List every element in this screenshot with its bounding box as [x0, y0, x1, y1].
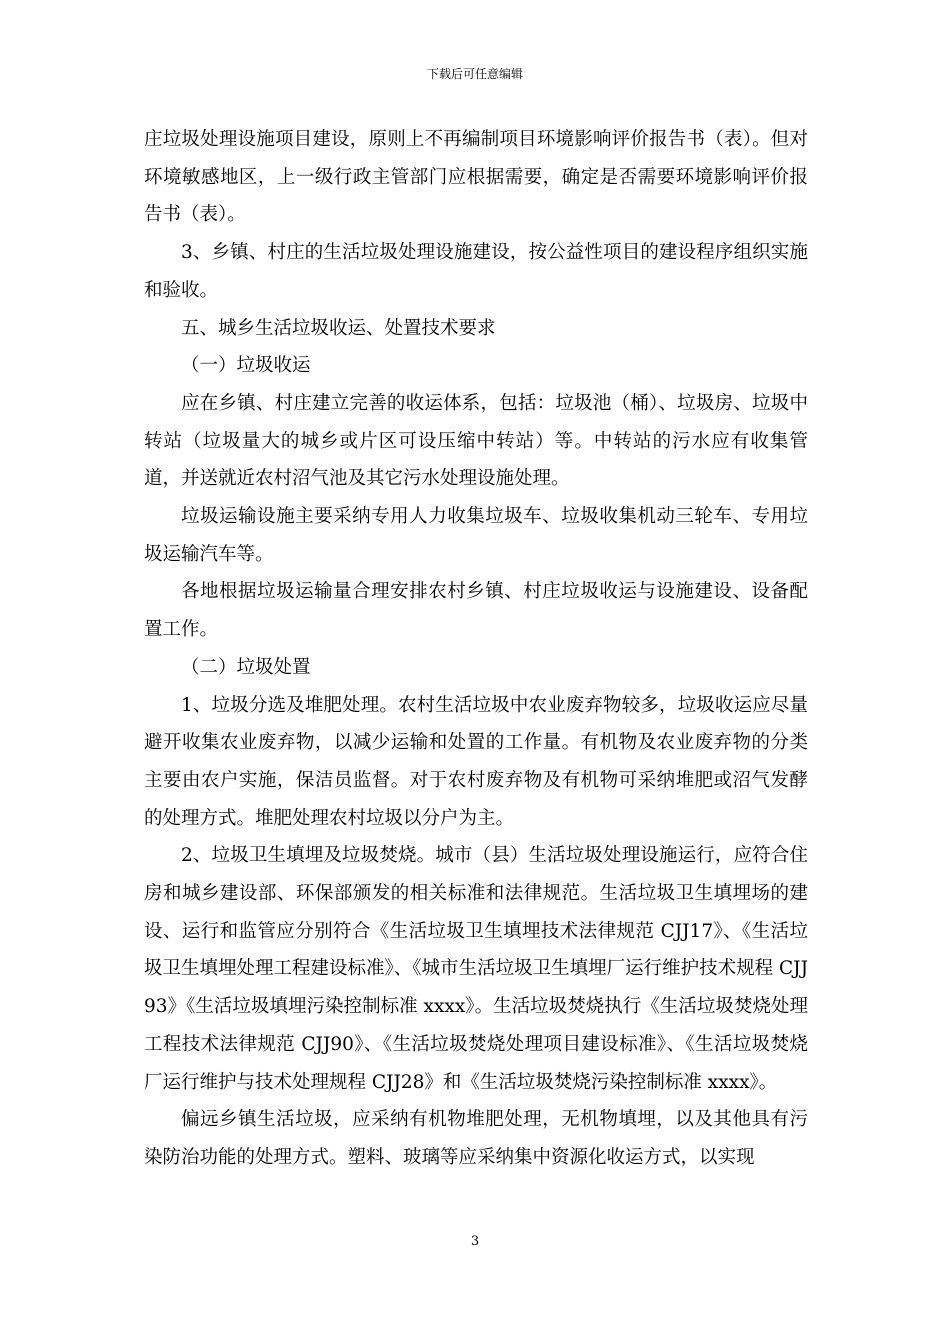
paragraph-landfill-incineration: 2、垃圾卫生填埋及垃圾焚烧。城市（县）生活垃圾处理设施运行，应符合住房和城乡建设部、环保部颁发的相关标准和法律规范。生活垃圾卫生填埋场的建设、运行和监管应分别符合《生活垃圾卫生填埋技术法律规范 CJJ17》、《生活垃圾卫生填埋处理工程建设标准》、《城市生活垃圾卫生填埋厂运行维护技术规程 CJJ93》《生活垃圾填埋污染控制标准 xxxx》。生活垃圾焚烧执行《生活垃圾焚烧处理工程技术法律规范 CJJ90》、《生活垃圾焚烧处理项目建设标准》、《生活垃圾焚烧厂运行维护与技术处理规程 CJJ28》和《生活垃圾焚烧污染控制标准 xxxx》。	[144, 845, 808, 1093]
paragraph-collection-system: 应在乡镇、村庄建立完善的收运体系，包括：垃圾池（桶）、垃圾房、垃圾中转站（垃圾量大的城乡或片区可设压缩中转站）等。中转站的污水应有收集管道，并送就近农村沼气池及其它污水处理设施处理。	[144, 392, 808, 490]
page-header: 下载后可任意编辑	[426, 67, 523, 81]
page-number: 3	[470, 1234, 480, 1249]
subsection-heading-collection: （一）垃圾收运	[181, 355, 311, 377]
paragraph-item-3: 3、乡镇、村庄的生活垃圾处理设施建设，按公益性项目的建设程序组织实施和验收。	[144, 242, 808, 301]
section-heading-5: 五、城乡生活垃圾收运、处置技术要求	[181, 317, 496, 339]
paragraph-remote-towns: 偏远乡镇生活垃圾，应采纳有机物堆肥处理，无机物填埋，以及其他具有污染防治功能的处理方式。塑料、玻璃等应采纳集中资源化收运方式，以实现	[144, 1109, 808, 1168]
paragraph-continuation: 庄垃圾处理设施项目建设，原则上不再编制项目环境影响评价报告书（表）。但对环境敏感地区，上一级行政主管部门应根据需要，确定是否需要环境影响评价报告书（表）。	[144, 129, 808, 226]
paragraph-transport-planning: 各地根据垃圾运输量合理安排农村乡镇、村庄垃圾收运与设施建设、设备配置工作。	[144, 581, 808, 641]
document-body	[144, 121, 808, 1177]
paragraph-sorting-composting: 1、垃圾分选及堆肥处理。农村生活垃圾中农业废弃物较多，垃圾收运应尽量避开收集农业废弃物，以减少运输和处置的工作量。有机物及农业废弃物的分类主要由农户实施，保洁员监督。对于农村废弃物及有机物可采纳堆肥或沼气发酵的处理方式。堆肥处理农村垃圾以分户为主。	[144, 694, 808, 829]
paragraph-transport-facilities: 垃圾运输设施主要采纳专用人力收集垃圾车、垃圾收集机动三轮车、专用垃圾运输汽车等。	[144, 506, 808, 565]
subsection-heading-disposal: （二）垃圾处置	[181, 656, 311, 678]
